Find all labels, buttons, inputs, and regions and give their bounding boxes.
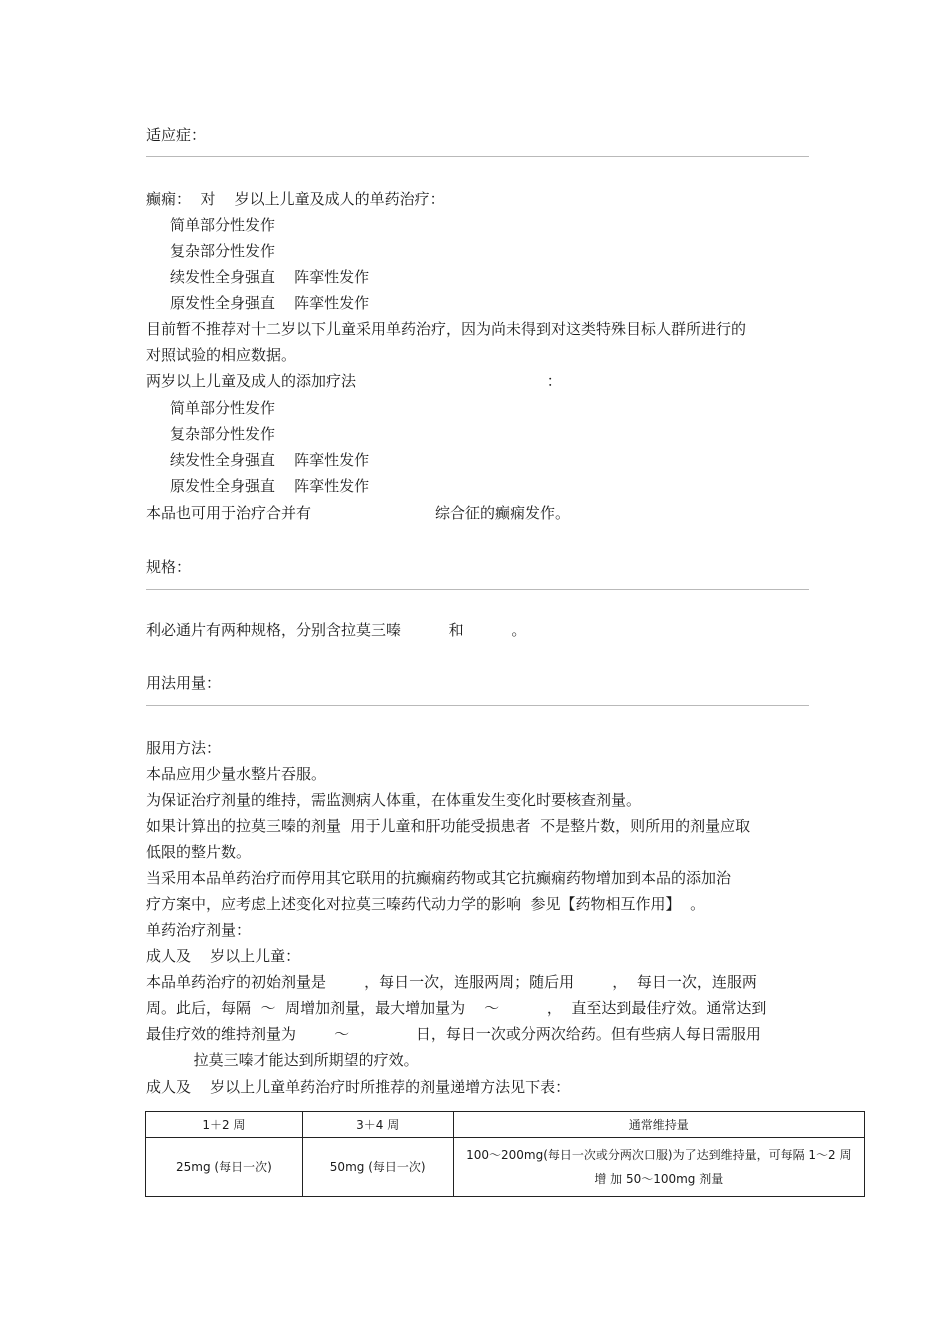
list-item: 原发性全身强直 阵挛性发作 xyxy=(170,477,370,495)
text-line: 本品应用少量水整片吞服。 xyxy=(146,765,327,783)
text-line: 周。此后，每隔 ～ 周增加剂量，最大增加量为 ～ ， 直至达到最佳疗效。通常达到 xyxy=(146,999,767,1017)
text-line: 单药治疗剂量： xyxy=(146,921,252,939)
text-line: 疗方案中，应考虑上述变化对拉莫三嗪药代动力学的影响 参见【药物相互作用】 。 xyxy=(146,895,706,913)
text-line: 对照试验的相应数据。 xyxy=(146,346,297,364)
table-cell-line: 增 加 50～100mg 剂量 xyxy=(594,1172,724,1186)
text-line: 本品单药治疗的初始剂量是 ，每日一次，连服两周；随后用 ， 每日一次，连服两 xyxy=(146,973,757,991)
text-line: 如果计算出的拉莫三嗪的剂量 用于儿童和肝功能受损患者 不是整片数，则所用的剂量应取 xyxy=(146,817,751,835)
text-line: 服用方法： xyxy=(146,739,222,757)
list-item: 复杂部分性发作 xyxy=(170,242,276,260)
text-line: 成人及 岁以上儿童： xyxy=(146,947,301,965)
dose-table xyxy=(145,1111,865,1197)
section-heading-indications: 适应症： xyxy=(146,126,207,144)
text-line: 拉莫三嗪才能达到所期望的疗效。 xyxy=(146,1051,419,1069)
list-item: 简单部分性发作 xyxy=(170,216,276,234)
list-item: 复杂部分性发作 xyxy=(170,425,276,443)
section-divider xyxy=(146,589,809,590)
text-line: 两岁以上儿童及成人的添加疗法 ： xyxy=(146,372,562,390)
list-item: 简单部分性发作 xyxy=(170,399,276,417)
text-line: 当采用本品单药治疗而停用其它联用的抗癫痫药物或其它抗癫痫药物增加到本品的添加治 xyxy=(146,869,732,887)
text-line: 成人及 岁以上儿童单药治疗时所推荐的剂量递增方法见下表： xyxy=(146,1078,571,1096)
text-line: 低限的整片数。 xyxy=(146,843,252,861)
section-heading-specs: 规格： xyxy=(146,558,192,576)
text-line: 为保证治疗剂量的维持，需监测病人体重，在体重发生变化时要核查剂量。 xyxy=(146,791,642,809)
table-cell xyxy=(453,1138,864,1197)
text-line: 本品也可用于治疗合并有 综合征的癫痫发作。 xyxy=(146,504,570,522)
section-divider xyxy=(146,156,809,157)
table-cell-line: 100～200mg(每日一次或分两次口服)为了达到维持量，可每隔 1～2 周 xyxy=(466,1148,852,1162)
table-header-cell: 3＋4 周 xyxy=(302,1112,453,1138)
text-line: 利必通片有两种规格，分别含拉莫三嗪 和 。 xyxy=(146,621,527,639)
table-header-cell: 1＋2 周 xyxy=(146,1112,303,1138)
section-divider xyxy=(146,705,809,706)
text-line: 癫痫： 对 岁以上儿童及成人的单药治疗： xyxy=(146,190,445,208)
table-header-cell: 通常维持量 xyxy=(453,1112,864,1138)
table-cell: 25mg (每日一次) xyxy=(146,1138,303,1197)
table-header-row xyxy=(146,1112,865,1138)
table-cell: 50mg (每日一次) xyxy=(302,1138,453,1197)
list-item: 续发性全身强直 阵挛性发作 xyxy=(170,268,370,286)
text-line: 目前暂不推荐对十二岁以下儿童采用单药治疗，因为尚未得到对这类特殊目标人群所进行的 xyxy=(146,320,747,338)
section-heading-usage: 用法用量： xyxy=(146,674,222,692)
list-item: 原发性全身强直 阵挛性发作 xyxy=(170,294,370,312)
list-item: 续发性全身强直 阵挛性发作 xyxy=(170,451,370,469)
table-row xyxy=(146,1138,865,1197)
text-line: 最佳疗效的维持剂量为 ～ 日，每日一次或分两次给药。但有些病人每日需服用 xyxy=(146,1025,761,1043)
